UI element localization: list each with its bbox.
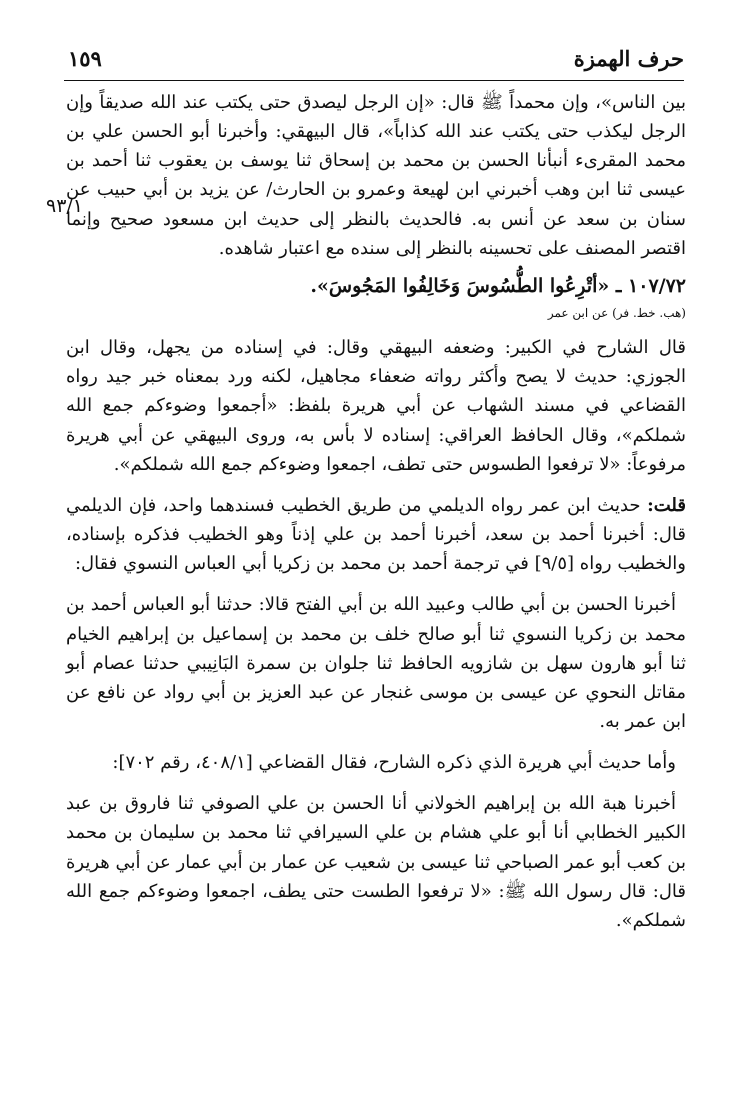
paragraph-3 xyxy=(66,491,686,578)
paragraph-1: بين الناس»، وإن محمداً ﷺ قال: «إن الرجل ليصدق حتى يكتب عند الله صديقاً وإن الرجل ليكذب حتى يكتب عند الله كذاباً»، قال البيهقي: وأخبرنا أبو الحسن علي بن محمد المقرىء أنبأنا الحسن بن محمد بن إسحاق ثنا يوسف بن يعقوب ثنا أحمد بن عيسى ثنا ابن وهب أخبرني ابن لهيعة وعمرو بن الحارث/ عن يزيد بن أبي حبيب عن سنان بن سعد عن أنس به. فالحديث بالنظر إلى حديث ابن مسعود صحيح وإنما اقتصر المصنف على تحسينه بالنظر إلى سنده مع اعتبار شاهده. xyxy=(66,92,686,259)
qult-label: قلت: xyxy=(647,494,686,516)
paragraph-4: أخبرنا الحسن بن أبي طالب وعبيد الله بن أبي الفتح قالا: حدثنا أبو العباس أحمد بن محمد بن زكريا النسوي ثنا أبو صالح خلف بن محمد بن إسماعيل بن إبراهيم الخيام ثنا أبو هارون سهل بن شازويه الحافظ ثنا جلوان بن سمرة البَانِيبي حدثنا عصام أبو مقاتل النحوي عن عيسى بن موسى غنجار عن عبد العزيز بن أبي رواد عن نافع عن ابن عمر به. xyxy=(66,594,686,733)
hadith-heading: ١٠٧/٧٢ ـ «أتْرِعُوا الطُّسُوسَ وَخَالِفُوا المَجُوسَ». xyxy=(310,274,686,297)
paragraph-6: أخبرنا هبة الله بن إبراهيم الخولاني أنا الحسن بن علي الصوفي ثنا فاروق بن عبد الكبير الخطابي أنا أبو علي هشام بن علي السيرافي ثنا محمد بن سليمان بن محمد بن كعب أبو عمر الصباحي ثنا عيسى بن شعيب عن عمار بن أبي عمار عن أبي هريرة قال: قال رسول الله ﷺ: «لا ترفعوا الطست حتى يطف، اجمعوا وضوءكم جمع الله شملكم». xyxy=(66,793,686,931)
paragraph-2: قال الشارح في الكبير: وضعفه البيهقي وقال: في إسناده من يجهل، وقال ابن الجوزي: حديث لا يصح وأكثر رواته ضعفاء مجاهيل، لكنه ورد بمعناه خبر جيد رواه القضاعي في مسند الشهاب عن أبي هريرة بلفظ: «أجمعوا وضوءكم جمع الله شملكم»، وقال الحافظ العراقي: إسناده لا بأس به، وروى البيهقي عن أبي هريرة مرفوعاً: «لا ترفعوا الطسوس حتى تطف، اجمعوا وضوءكم جمع الله شملكم». xyxy=(66,337,686,475)
hadith-source: (هب. خط. فر) عن ابن عمر xyxy=(547,305,686,320)
paragraph-3-text: حديث ابن عمر رواه الديلمي من طريق الخطيب فسندهما واحد، فإن الديلمي قال: أخبرنا أحمد بن سعد، أخبرنا أحمد بن علي إذناً وهو الخطيب فذكره بإسناده، والخطيب رواه [٩/٥] في ترجمة أحمد بن محمد بن زكريا أبي العباس النسوي فقال: xyxy=(66,494,686,575)
page-number: ١٥٩ xyxy=(68,46,102,71)
margin-reference: ٩٣/١ xyxy=(46,195,84,217)
page-body xyxy=(66,88,686,935)
paragraph-5: وأما حديث أبي هريرة الذي ذكره الشارح، فقال القضاعي [٤٠٨/١، رقم ٧٠٢]: xyxy=(112,752,676,774)
chapter-title: حرف الهمزة xyxy=(573,46,684,71)
page-header xyxy=(64,42,684,81)
